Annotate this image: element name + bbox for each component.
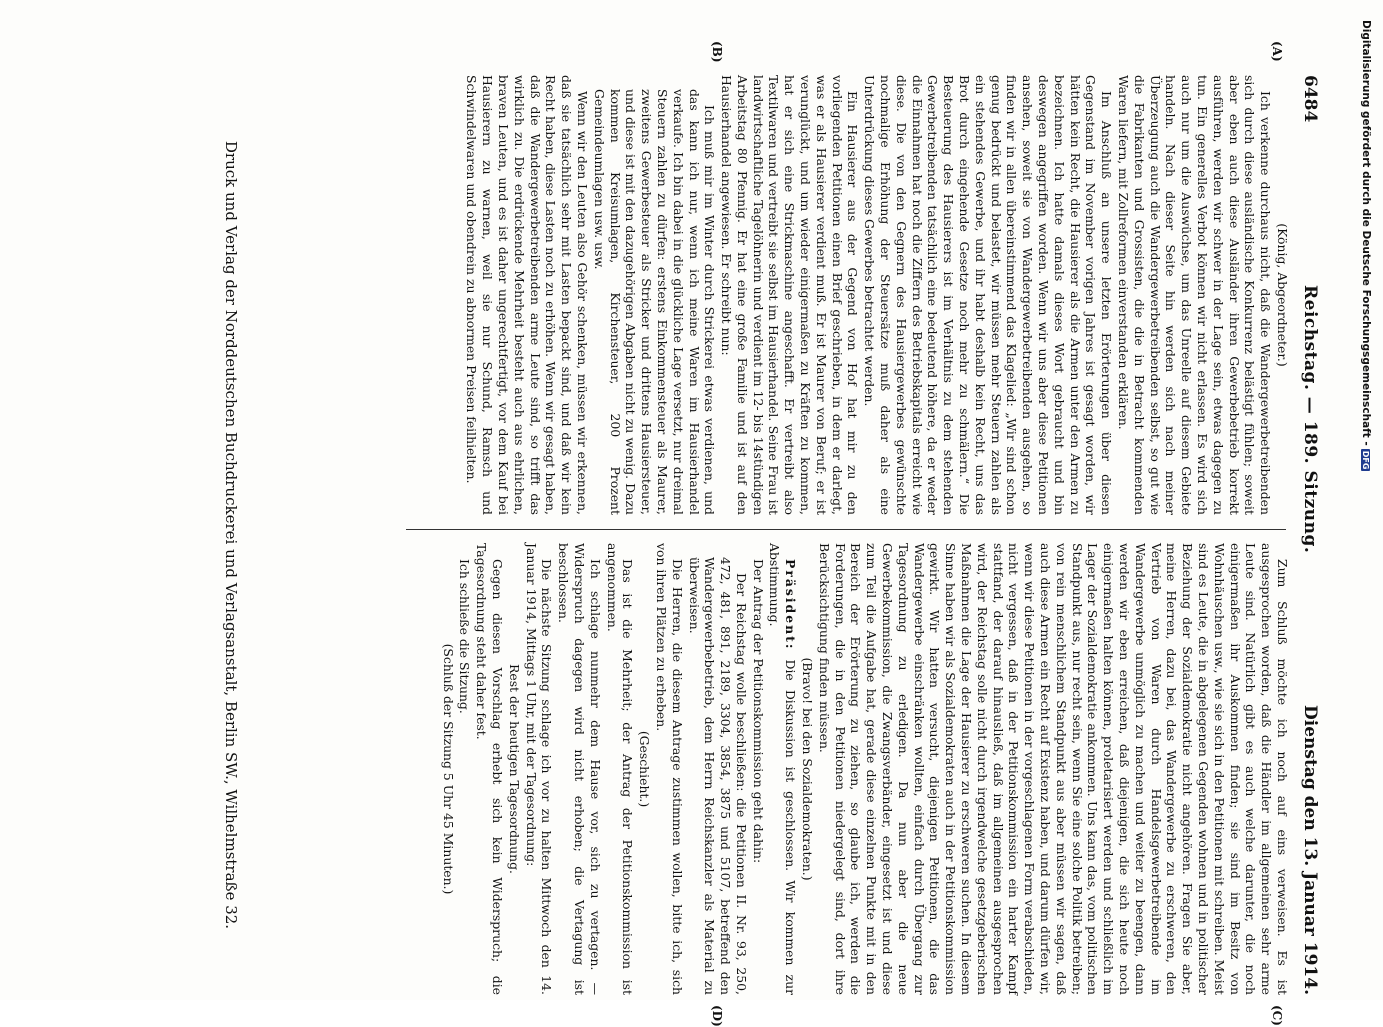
vote-text: Die Herren, die diesem Antrage zustimmen wollen, bitte ich, sich von ihren Plätzen zu erheben. xyxy=(653,543,685,995)
next-session-text: Die nächste Sitzung schlage ich vor zu halten Mittwoch den 14. Januar 1914, Mittags 1 Uhr, mit der Tagesordnung: xyxy=(523,543,555,995)
no-objection-text: Gegen diesen Vorschlag erhebt sich kein Widerspruch; die Tagesordnung steht daher fest. xyxy=(474,543,505,995)
header-title: Reichstag. — 189. Sitzung. xyxy=(1300,285,1320,554)
adjourn-text: Ich schlage nunmehr dem Hause vor, sich zu vertagen. — Widerspruch dagegen wird nicht erhoben; die Vertagung ist beschlossen. xyxy=(556,543,603,995)
paragraph: Wenn wir den Leuten also Gehör schenken, müssen wir erkennen, daß sie tatsächlich sehr mit Lasten bepackt sind, und daß wir kein Recht haben, diese Lasten noch zu erhöhen. Wenn wir gesagt haben, daß die Wandergewerbetreibenden arme Leute sind, so trifft das wirklich zu. Die erdrückende Mehrheit besteht auch aus ehrlichen, braven Leuten, und es ist daher ungerechtfertigt, vor dem Kauf bei Hausierern zu warnen, weil sie nur Schund, Ramsch und Schwindelwaren und obendrein zu abnormen Preisen feilhielten. xyxy=(464,75,590,515)
right-column xyxy=(439,543,1290,995)
dfg-note-text: Digitalisierung gefördert durch die Deutsche Forschungsgemeinschaft - xyxy=(1360,20,1372,446)
agenda-text: Rest der heutigen Tagesordnung. xyxy=(506,664,522,874)
margin-mark-d: (D) xyxy=(710,1005,724,1027)
majority-text: Das ist die Mehrheit; der Antrag der Petitionskommission ist angenommen. xyxy=(604,543,636,995)
printer-footer: Druck und Verlag der Norddeutschen Buchdruckerei und Verlagsanstalt, Berlin SW., Wilhelmstraße 32. xyxy=(222,140,240,930)
speaker-line: (König, Abgeordneter.) xyxy=(1275,223,1290,367)
page-number: 6484 xyxy=(1300,75,1320,123)
page-header xyxy=(1298,75,1320,995)
happens-note: (Geschieht.) xyxy=(637,730,653,808)
president-speech xyxy=(767,543,799,995)
left-column xyxy=(463,75,1290,515)
header-date: Dienstag den 13. Januar 1914. xyxy=(1300,705,1320,995)
dfg-logo: DFG xyxy=(1361,450,1370,470)
president-text: Die Diskussion ist geschlossen. Wir kommen zur Abstimmung. xyxy=(767,543,799,995)
paragraph: Ein Hausierer aus der Gegend von Hof hat mir zu den vorliegenden Petitionen einen Brief geschrieben, in dem er darlegt, was er als Hausierer verdient muß. Er ist Maurer von Beruf; er ist verunglückt, und um wieder einigermaßen zu Kräften zu kommen, hat er sich eine Strickmaschine angeschafft. Er vertreibt also Textilwaren und vertreibt sie selbst im Hausierhandel. Seine Frau ist landwirtschaftliche Tagelöhnerin und verdient im 12- bis 14stündigen Arbeitstag 80 Pfennig. Er hat eine große Familie und ist auf den Hausierhandel angewiesen. Er schreibt nun: xyxy=(719,75,861,515)
paragraph: Ich verkenne durchaus nicht, daß die Wandergewerbetreibenden sich durch diese ausländische Konkurrenz belästigt fühlen; soweit aber eben auch diese Ausländer ihren Gewerbebetrieb korrekt ausführen, werden wir schwer in der Lage sein, etwas dagegen zu tun. Ein generelles Verbot können wir nicht erlassen. Es wird sich auch nur um die Auswüchse, um das Unreelle auf diesem Gebiete handeln. Nach dieser Seite hin werden sich nach meiner Überzeugung auch die Wandergewerbetreibenden selbst, so gut wie die Fabrikanten und Grossisten, die die in Betracht kommenden Waren liefern, mit Zollreformen einverstanden erklären. xyxy=(1116,75,1274,515)
motion-intro: Der Antrag der Petitionskommission geht dahin: xyxy=(750,559,766,864)
close-text: Ich schließe die Sitzung. xyxy=(457,559,473,714)
applause-note: (Bravo! bei den Sozialdemokraten.) xyxy=(800,657,816,881)
margin-mark-a: (A) xyxy=(1270,41,1284,62)
president-label: Präsident: xyxy=(783,559,799,651)
paragraph: Im Anschluß an unsere letzten Erörterungen über diesen Gegenstand im November vorigen Jahres ist gesagt worden, wir hätten kein Recht, die Hausierer als die Armen unter den Armen zu bezeichnen. Ich hatte damals dieses Wort gebraucht und bin deswegen angegriffen worden. Wenn wir uns aber diese Petitionen ansehen, soweit sie von Wandergewerbetreibenden ausgehen, so finden wir in allen übereinstimmend das Klagelied: „Wir sind schon genug bedrückt und belastet, wir müssen mehr Steuern zahlen als ein stehendes Gewerbe, und ihr habt deshalb kein Recht, uns das Brot durch eingehende Gesetze noch mehr zu schmälern.“ Die Besteuerung des Hausierers ist im Verhältnis zu dem stehenden Gewerbetreibenden tatsächlich eine bedeutend höhere, da er weder die Einnahmen hat noch die Ziffern des Betriebskapitals erreicht wie diese. Die von den Gegnern des Hausiergewerbes gewünschte nochmalige Erhöhung der Steuersätze muß daher als eine Unterdrückung dieses Gewerbes betrachtet werden. xyxy=(862,75,1115,515)
margin-mark-c: (C) xyxy=(1270,1005,1284,1026)
dfg-side-note xyxy=(1360,20,1372,471)
margin-mark-b: (B) xyxy=(710,41,724,63)
column-divider xyxy=(406,529,1286,530)
motion-text: Der Reichstag wolle beschließen: die Petitionen II. Nr. 93, 250, 472, 481, 891, 2189, 3304, 3854, 3875 und 5107, betreffend den Wandergewerbebetrieb, dem Herrn Reichskanzler als Material zu überweisen. xyxy=(686,557,749,995)
end-note: (Schluß der Sitzung 5 Uhr 45 Minuten.) xyxy=(440,643,456,895)
quoted-letter: Ich muß mir im Winter durch Strickerei etwas verdienen, und das kann ich nur, wenn ich meine Waren im Hausierhandel verkaufe. Ich bin dabei in die glückliche Lage versetzt, nur dreimal Steuern zahlen zu dürfen: erstens Einkommensteuer als Maurer, zweitens Gewerbesteuer als Stricker und drittens Hausiersteuer, und diese ist mit den dazugehörigen Abgaben nicht zu wenig. Dazu kommen Kreisumlagen, Kirchensteuer, 200 Prozent Gemeindeumlagen usw. usw. xyxy=(591,89,718,515)
paragraph: Zum Schluß möchte ich noch auf eins verweisen. Es ist ausgesprochen worden, daß die Händler im allgemeinen sehr arme Leute sind. Natürlich gibt es auch welche darunter, die noch einigermaßen ihr Auskommen finden; sie sind im Besitz von Wohnhäuschen usw., wie sie sich in den Petitionen mit schreiben. Meist sind es Leute, die in abgelegenen Gegenden wohnen und in politischer Beziehung der Sozialdemokratie nicht angehören. Fragen Sie aber, meine Herren, dazu bei, das Wandergewerbe zu erschweren, den Vertrieb von Waren durch Handelsgewerbetreibende im Wandergewerbe unmöglich zu machen und weiter zu beengen, dann werden wir eben erreichen, daß diejenigen, die sich heute noch einigermaßen halten können, proletarisiert werden und schließlich im Lager der Sozialdemokratie ankommen. Uns kann das, vom politischen Standpunkt aus, nur recht sein, wenn Sie eine solche Politik betreiben; von rein menschlichem Standpunkt aus aber müssen wir sagen, daß auch diese Armen ein Recht auf Existenz haben, und darum dürfen wir, wenn wir diese Petitionen in der vorgeschlagenen Form verabschieden, nicht vergessen, daß in der Petitionskommission ein harter Kampf stattfand, der darauf hinausließ, daß im allgemeinen ausgesprochen wird, der Reichstag solle nicht durch irgendwelche gesetzgeberischen Maßnahmen die Lage der Hausierer zu erschweren suchen. In diesem Sinne haben wir als Sozialdemokraten auch in der Petitionskommission gewirkt. Wir hatten versucht, diejenigen Petitionen, die das Wandergewerbe einschränken wollten, einfach durch Übergang zur Tagesordnung zu erledigen. Da nun aber die neue Gewerbekommission, die Zwangsverbänder, eingesetzt ist und diese zum Teil die Aufgabe hat, gerade diese einzelnen Punkte mit in den Bereich der Erörterung zu ziehen, so glaube ich, werden die Forderungen, die in den Petitionen niedergelegt sind, dort ihre Berücksichtigung finden müssen. xyxy=(816,543,1290,995)
rotated-print-sheet xyxy=(190,41,1320,1027)
